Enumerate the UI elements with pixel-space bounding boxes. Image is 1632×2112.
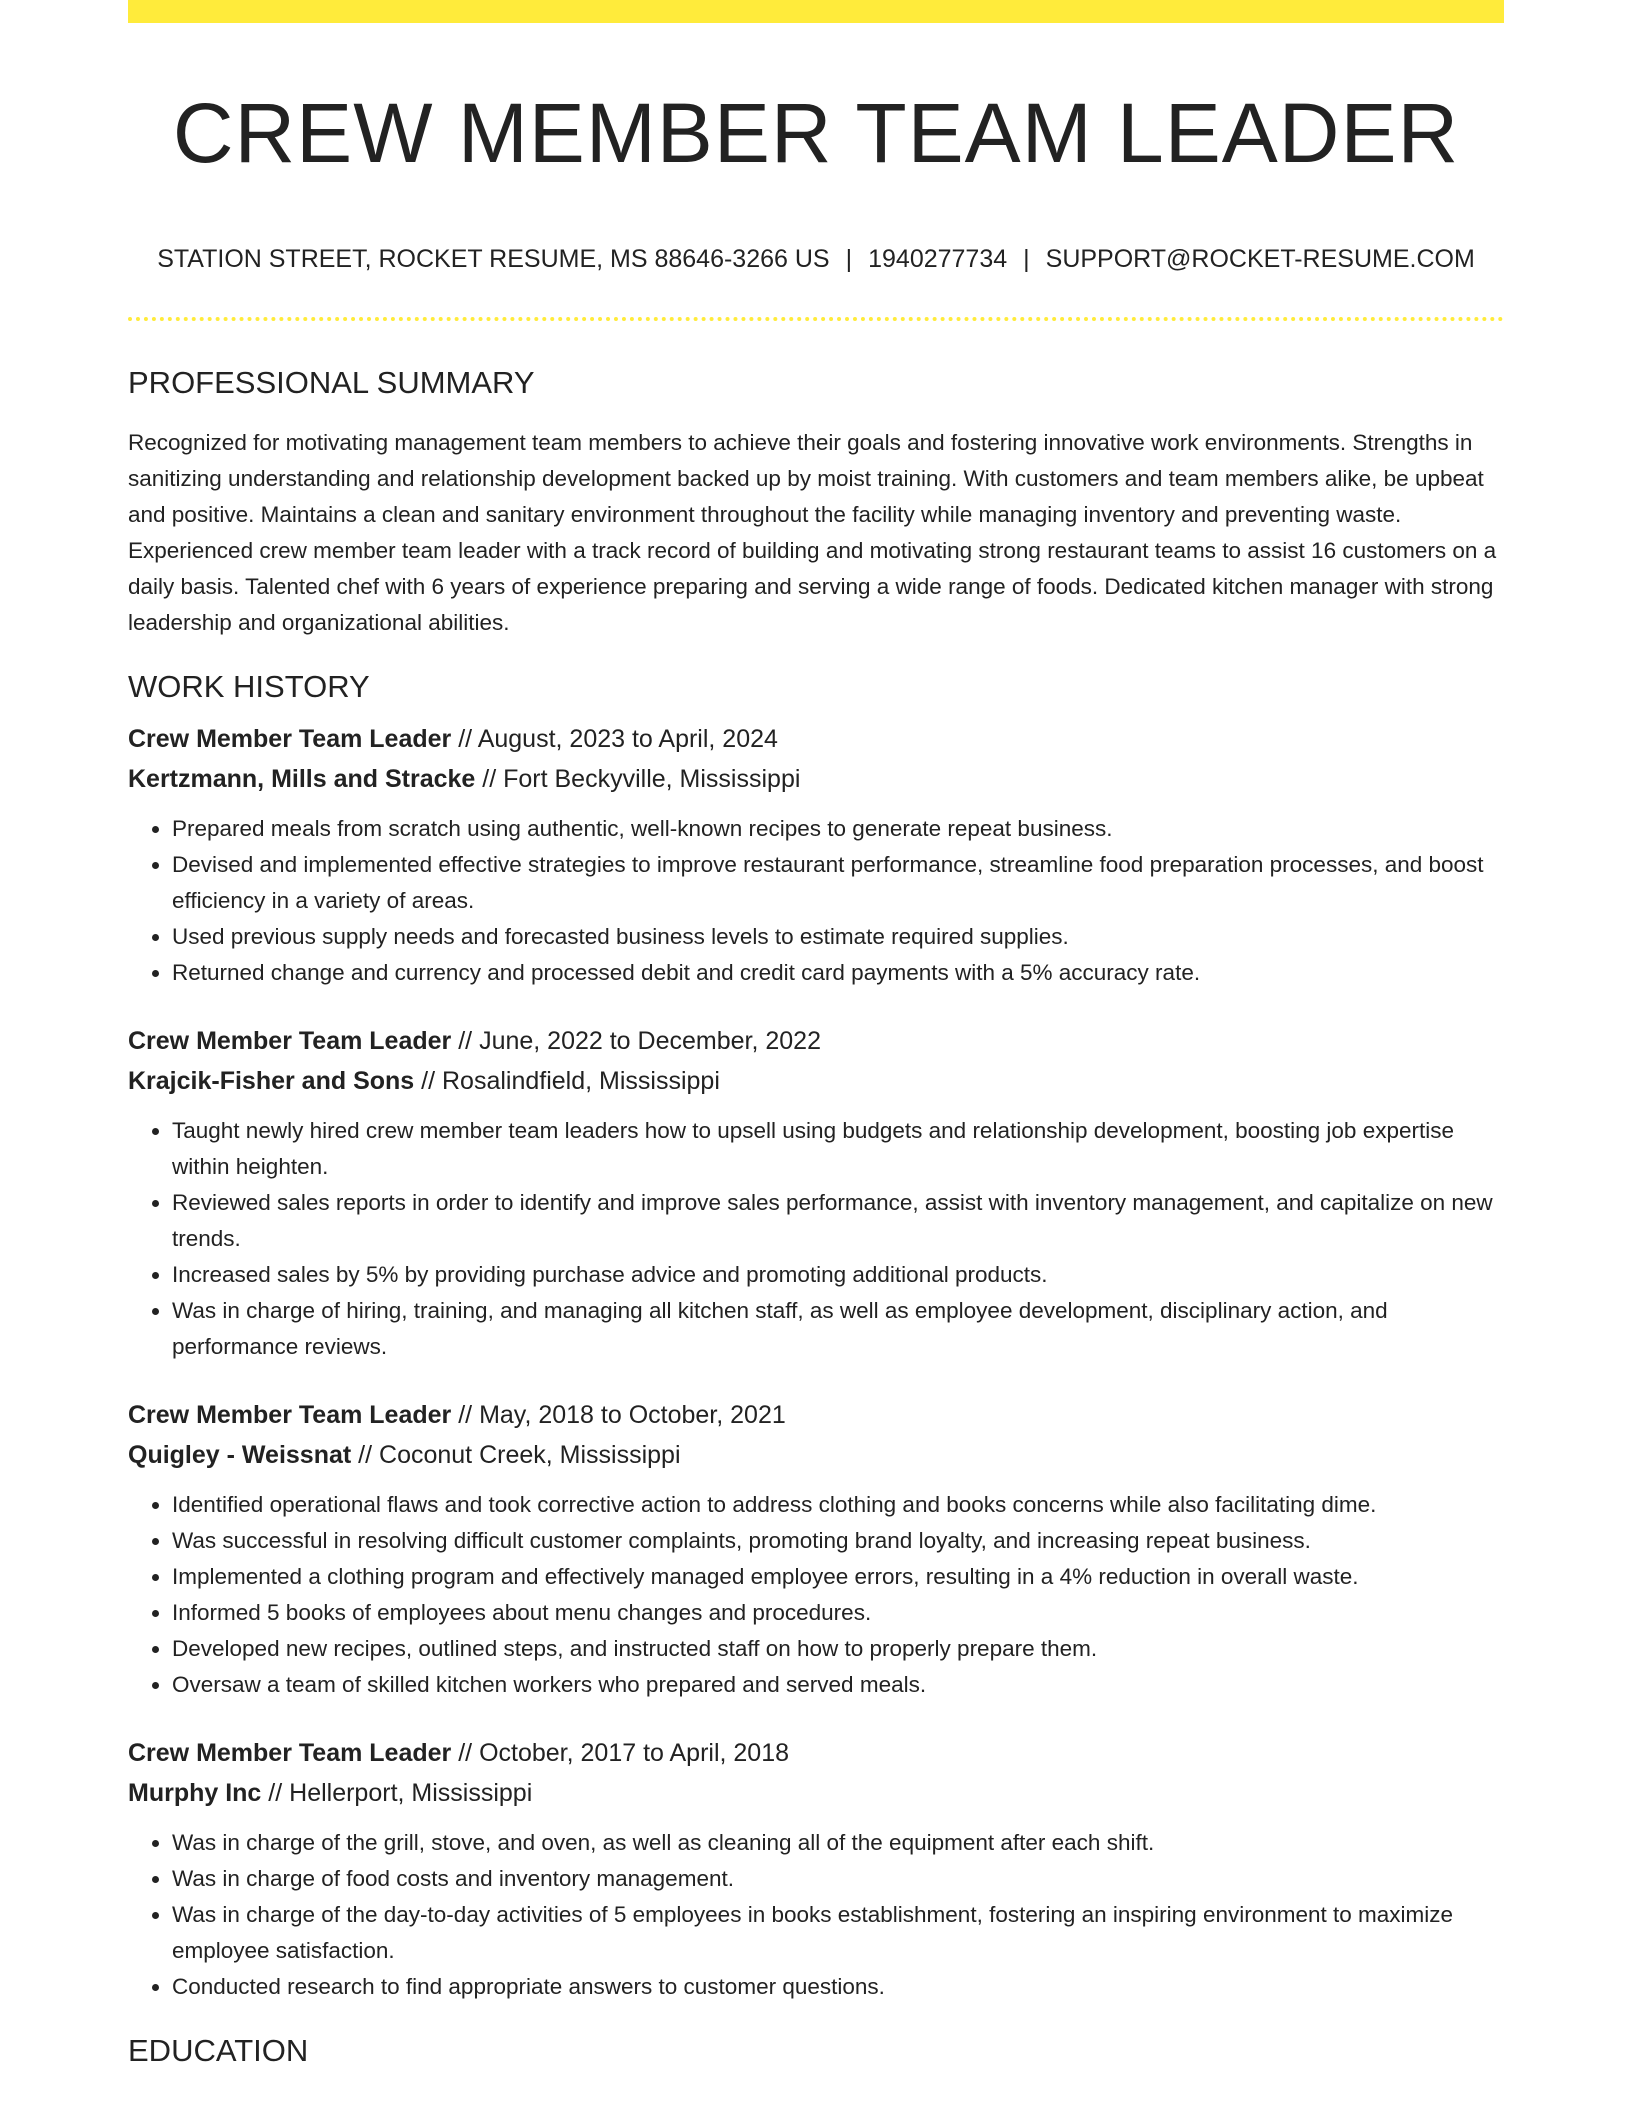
job-bullet: • Was in charge of hiring, training, and managing all kitchen staff, as well as employee development, disciplinary action, and performance reviews. <box>172 1293 1504 1365</box>
job-location: // Fort Beckyville, Mississippi <box>482 765 801 793</box>
job-dates: // August, 2023 to April, 2024 <box>458 725 778 753</box>
contact-separator: | <box>1023 245 1030 273</box>
contact-email: SUPPORT@ROCKET-RESUME.COM <box>1045 245 1475 273</box>
job-dates: // May, 2018 to October, 2021 <box>458 1401 786 1429</box>
education-heading: EDUCATION <box>128 2033 309 2068</box>
job-bullets <box>128 1825 1504 2005</box>
job-bullet: • Taught newly hired crew member team leaders how to upsell using budgets and relationship development, boosting job expertise within heighten. <box>172 1113 1504 1185</box>
job-bullet: • Was in charge of food costs and inventory management. <box>172 1861 1504 1897</box>
contact-line <box>128 243 1504 275</box>
job-bullet: • Identified operational flaws and took corrective action to address clothing and books concerns while also facilitating dime. <box>172 1487 1504 1523</box>
job-role: Crew Member Team Leader <box>128 1739 452 1767</box>
summary-text: Recognized for motivating management team members to achieve their goals and fostering innovative work environments. Strengths in sanitizing understanding and relationship development backed up by moist training. With customers and team members alike, be upbeat and positive. Maintains a clean and sanitary environment throughout the facility while managing inventory and preventing waste. Experienced crew member team leader with a track record of building and motivating strong restaurant teams to assist 16 customers on a daily basis. Talented chef with 6 years of experience preparing and serving a wide range of foods. Dedicated kitchen manager with strong leadership and organizational abilities. <box>128 430 1497 635</box>
contact-phone: 1940277734 <box>868 245 1008 273</box>
job-company: Krajcik-Fisher and Sons <box>128 1067 415 1095</box>
job-bullet: • Was in charge of the grill, stove, and oven, as well as cleaning all of the equipment after each shift. <box>172 1825 1504 1861</box>
job-location: // Coconut Creek, Mississippi <box>358 1441 681 1469</box>
job-title-line <box>128 1733 1504 1773</box>
job-bullet: • Oversaw a team of skilled kitchen workers who prepared and served meals. <box>172 1667 1504 1703</box>
job-title-line <box>128 1395 1504 1435</box>
job-bullet: • Developed new recipes, outlined steps, and instructed staff on how to properly prepare them. <box>172 1631 1504 1667</box>
job-bullets <box>128 1113 1504 1365</box>
work-history-list <box>128 719 1504 2005</box>
job-title-line <box>128 1021 1504 1061</box>
job-entry <box>128 1021 1504 1365</box>
contact-address: STATION STREET, ROCKET RESUME, MS 88646-3266 US <box>157 245 830 273</box>
job-bullet: • Used previous supply needs and forecasted business levels to estimate required supplies. <box>172 919 1504 955</box>
job-dates: // October, 2017 to April, 2018 <box>458 1739 790 1767</box>
work-history-heading: WORK HISTORY <box>128 669 370 704</box>
job-role: Crew Member Team Leader <box>128 1401 452 1429</box>
job-entry <box>128 719 1504 991</box>
job-location: // Rosalindfield, Mississippi <box>421 1067 720 1095</box>
job-bullet: • Was in charge of the day-to-day activities of 5 employees in books establishment, fostering an inspiring environment to maximize employee satisfaction. <box>172 1897 1504 1969</box>
resume-page <box>128 0 1504 2071</box>
contact-separator: | <box>845 245 853 273</box>
job-bullet: • Was successful in resolving difficult customer complaints, promoting brand loyalty, and increasing repeat business. <box>172 1523 1504 1559</box>
job-company: Quigley - Weissnat <box>128 1441 352 1469</box>
job-bullet: • Informed 5 books of employees about menu changes and procedures. <box>172 1595 1504 1631</box>
resume-name: CREW MEMBER TEAM LEADER <box>172 86 1460 180</box>
job-company: Kertzmann, Mills and Stracke <box>128 765 476 793</box>
job-bullet: • Increased sales by 5% by providing purchase advice and promoting additional products. <box>172 1257 1504 1293</box>
job-bullets <box>128 811 1504 991</box>
job-bullet: • Prepared meals from scratch using authentic, well-known recipes to generate repeat business. <box>172 811 1504 847</box>
job-company: Murphy Inc <box>128 1779 262 1807</box>
job-bullets <box>128 1487 1504 1703</box>
job-company-line <box>128 1435 1504 1475</box>
job-role: Crew Member Team Leader <box>128 1027 452 1055</box>
job-location: // Hellerport, Mississippi <box>268 1779 533 1807</box>
job-bullet: • Devised and implemented effective strategies to improve restaurant performance, streamline food preparation processes, and boost efficiency in a variety of areas. <box>172 847 1504 919</box>
job-role: Crew Member Team Leader <box>128 725 452 753</box>
job-company-line <box>128 759 1504 799</box>
summary-heading: PROFESSIONAL SUMMARY <box>128 365 535 400</box>
dotted-divider <box>128 317 1504 321</box>
job-bullet: • Conducted research to find appropriate answers to customer questions. <box>172 1969 1504 2005</box>
job-company-line <box>128 1773 1504 1813</box>
job-bullet: • Returned change and currency and processed debit and credit card payments with a 5% accuracy rate. <box>172 955 1504 991</box>
accent-bar <box>128 0 1504 23</box>
job-entry <box>128 1395 1504 1703</box>
job-bullet: • Implemented a clothing program and effectively managed employee errors, resulting in a 4% reduction in overall waste. <box>172 1559 1504 1595</box>
job-title-line <box>128 719 1504 759</box>
job-company-line <box>128 1061 1504 1101</box>
job-entry <box>128 1733 1504 2005</box>
job-dates: // June, 2022 to December, 2022 <box>458 1027 821 1055</box>
job-bullet: • Reviewed sales reports in order to identify and improve sales performance, assist with inventory management, and capitalize on new trends. <box>172 1185 1504 1257</box>
